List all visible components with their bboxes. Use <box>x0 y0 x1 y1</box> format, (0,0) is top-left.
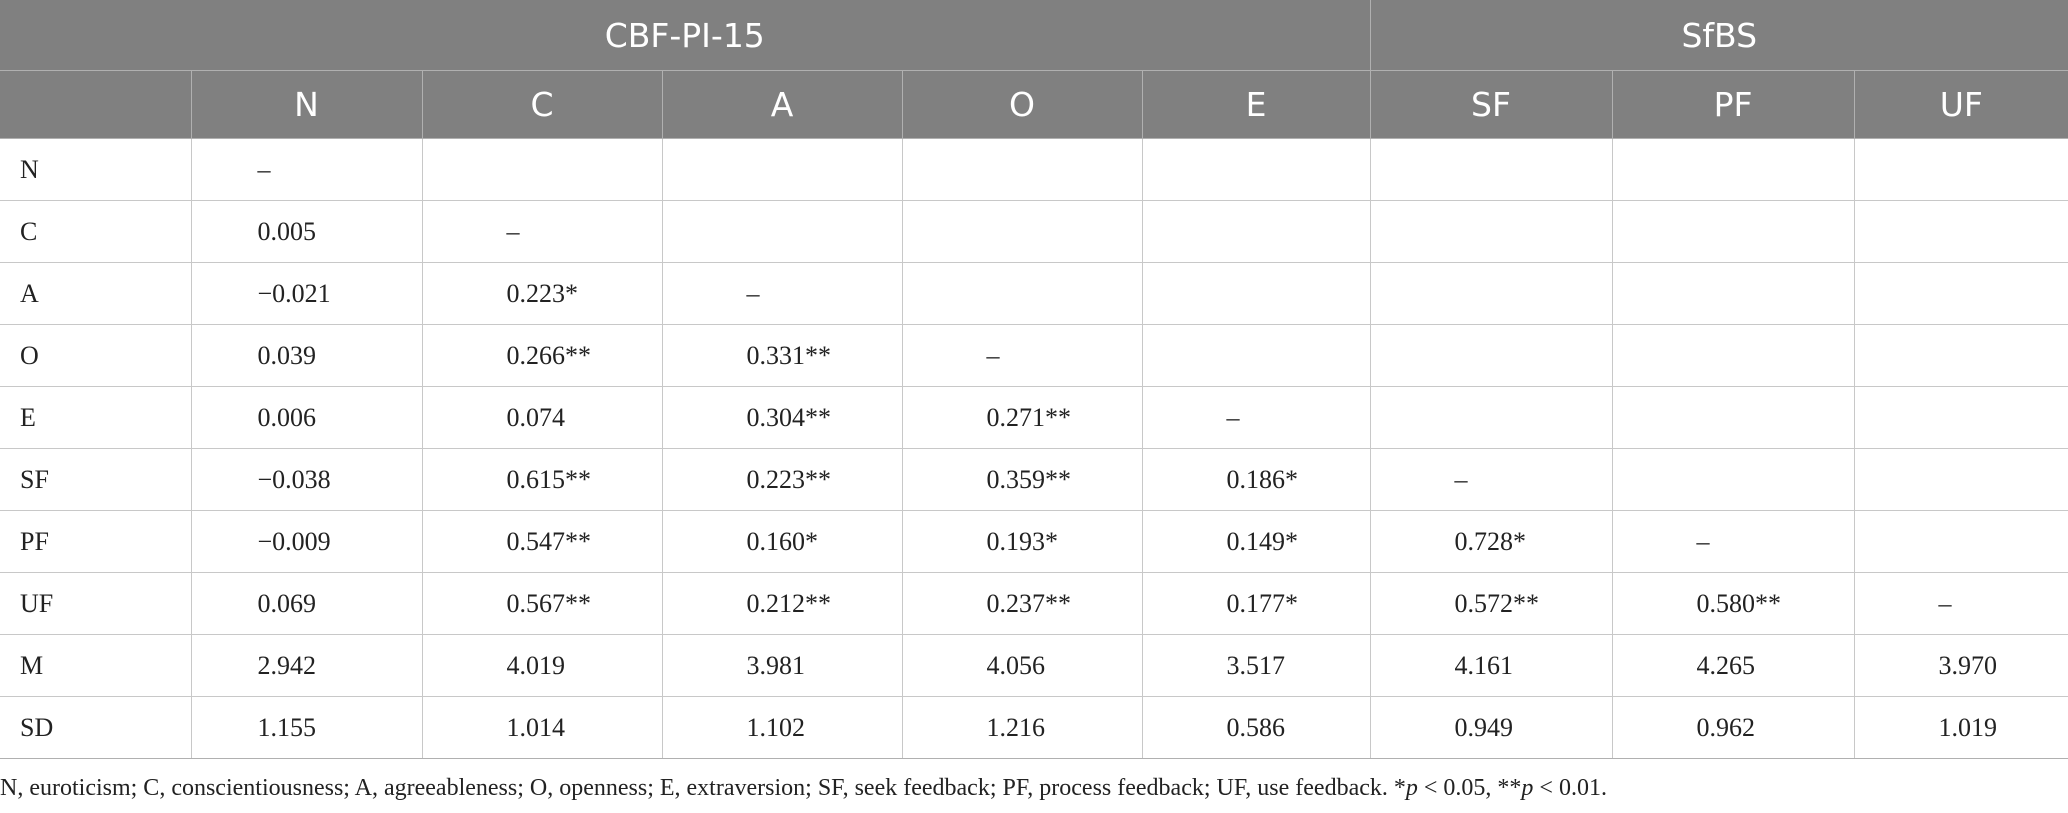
table-cell <box>1370 201 1612 263</box>
table-cell: – <box>662 263 902 325</box>
table-cell <box>902 139 1142 201</box>
table-cell: 0.237** <box>902 573 1142 635</box>
table-row <box>0 139 2068 201</box>
table-cell <box>662 139 902 201</box>
table-cell: 1.019 <box>1854 697 2068 759</box>
table-cell: – <box>1142 387 1370 449</box>
table-cell <box>1854 449 2068 511</box>
column-header-uf: UF <box>1854 71 2068 139</box>
table-cell: – <box>191 139 422 201</box>
table-cell: 0.223* <box>422 263 662 325</box>
table-cell <box>1612 449 1854 511</box>
table-cell: 4.056 <box>902 635 1142 697</box>
table-cell: 0.949 <box>1370 697 1612 759</box>
table-cell: −0.021 <box>191 263 422 325</box>
table-cell <box>1612 387 1854 449</box>
table-row <box>0 387 2068 449</box>
column-header-c: C <box>422 71 662 139</box>
row-label: E <box>0 387 191 449</box>
table-cell <box>902 201 1142 263</box>
table-cell: 0.193* <box>902 511 1142 573</box>
footnote-text: N, euroticism; C, conscientiousness; A, agreeableness; O, openness; E, extraversion; SF, seek feedback; PF, process feedback; UF, use feedback. * <box>0 775 1406 801</box>
table-cell: 0.223** <box>662 449 902 511</box>
row-label: M <box>0 635 191 697</box>
table-row <box>0 697 2068 759</box>
table-cell: 0.186* <box>1142 449 1370 511</box>
table-cell: 1.014 <box>422 697 662 759</box>
table-cell: 1.102 <box>662 697 902 759</box>
table-cell <box>902 263 1142 325</box>
column-header-row <box>0 71 2068 139</box>
table-cell <box>422 139 662 201</box>
column-header-e: E <box>1142 71 1370 139</box>
table-cell <box>1854 201 2068 263</box>
table-cell: 0.149* <box>1142 511 1370 573</box>
table-cell: 4.265 <box>1612 635 1854 697</box>
table-cell: 0.304** <box>662 387 902 449</box>
table-cell: 0.266** <box>422 325 662 387</box>
table-cell <box>1142 201 1370 263</box>
group-header-cbf-pi-15: CBF-PI-15 <box>0 0 1370 71</box>
column-header-sf: SF <box>1370 71 1612 139</box>
table-cell <box>1612 325 1854 387</box>
footnote-threshold: < 0.01. <box>1533 775 1607 801</box>
table-cell: 0.572** <box>1370 573 1612 635</box>
table-cell: – <box>1370 449 1612 511</box>
table-cell <box>1370 263 1612 325</box>
table-cell <box>1370 325 1612 387</box>
row-label: A <box>0 263 191 325</box>
table-cell: 0.331** <box>662 325 902 387</box>
table-cell: 0.074 <box>422 387 662 449</box>
table-cell: – <box>902 325 1142 387</box>
table-cell: 1.216 <box>902 697 1142 759</box>
column-header-blank <box>0 71 191 139</box>
table-cell <box>1142 325 1370 387</box>
table-body <box>0 139 2068 759</box>
table-cell <box>1854 325 2068 387</box>
table-cell: 0.567** <box>422 573 662 635</box>
table-cell: 0.271** <box>902 387 1142 449</box>
table-row <box>0 573 2068 635</box>
row-label: N <box>0 139 191 201</box>
table-cell: 3.517 <box>1142 635 1370 697</box>
table-cell <box>1370 139 1612 201</box>
column-header-o: O <box>902 71 1142 139</box>
table-row <box>0 201 2068 263</box>
table-row <box>0 325 2068 387</box>
table-cell: −0.009 <box>191 511 422 573</box>
footnote-threshold: < 0.05, ** <box>1417 775 1522 801</box>
table-cell: 0.212** <box>662 573 902 635</box>
table-cell: – <box>1854 573 2068 635</box>
table-cell: 0.359** <box>902 449 1142 511</box>
table-cell <box>1142 263 1370 325</box>
table-cell: 0.586 <box>1142 697 1370 759</box>
table-cell: 4.161 <box>1370 635 1612 697</box>
table-cell: 0.615** <box>422 449 662 511</box>
table-cell: – <box>1612 511 1854 573</box>
table-row <box>0 511 2068 573</box>
table-footnote <box>0 759 2068 802</box>
row-label: SF <box>0 449 191 511</box>
column-header-pf: PF <box>1612 71 1854 139</box>
table-cell: 0.580** <box>1612 573 1854 635</box>
row-label: O <box>0 325 191 387</box>
table-cell: – <box>422 201 662 263</box>
row-label: SD <box>0 697 191 759</box>
table-row <box>0 449 2068 511</box>
group-header-sfbs: SfBS <box>1370 0 2068 71</box>
table-cell <box>1854 387 2068 449</box>
table-cell <box>1854 139 2068 201</box>
table-cell <box>1854 263 2068 325</box>
table-cell: 3.970 <box>1854 635 2068 697</box>
table-cell: 0.728* <box>1370 511 1612 573</box>
column-header-a: A <box>662 71 902 139</box>
footnote-p-symbol: p <box>1521 775 1534 801</box>
table-cell: 1.155 <box>191 697 422 759</box>
table-cell <box>662 201 902 263</box>
table-cell <box>1612 263 1854 325</box>
table-cell: 2.942 <box>191 635 422 697</box>
table-cell: 0.547** <box>422 511 662 573</box>
table-cell <box>1142 139 1370 201</box>
table-row <box>0 263 2068 325</box>
table-cell: 3.981 <box>662 635 902 697</box>
table-cell: 0.160* <box>662 511 902 573</box>
table-cell <box>1612 139 1854 201</box>
row-label: C <box>0 201 191 263</box>
table-cell <box>1370 387 1612 449</box>
footnote-p-symbol: p <box>1405 775 1418 801</box>
table-cell: 0.962 <box>1612 697 1854 759</box>
column-header-n: N <box>191 71 422 139</box>
table-cell: 0.005 <box>191 201 422 263</box>
table-cell: 0.039 <box>191 325 422 387</box>
row-label: UF <box>0 573 191 635</box>
table-cell <box>1612 201 1854 263</box>
table-cell <box>1854 511 2068 573</box>
table-cell: 4.019 <box>422 635 662 697</box>
table-cell: 0.006 <box>191 387 422 449</box>
table-row <box>0 635 2068 697</box>
table-cell: 0.069 <box>191 573 422 635</box>
row-label: PF <box>0 511 191 573</box>
table-cell: 0.177* <box>1142 573 1370 635</box>
group-header-row <box>0 0 2068 71</box>
table-cell: −0.038 <box>191 449 422 511</box>
